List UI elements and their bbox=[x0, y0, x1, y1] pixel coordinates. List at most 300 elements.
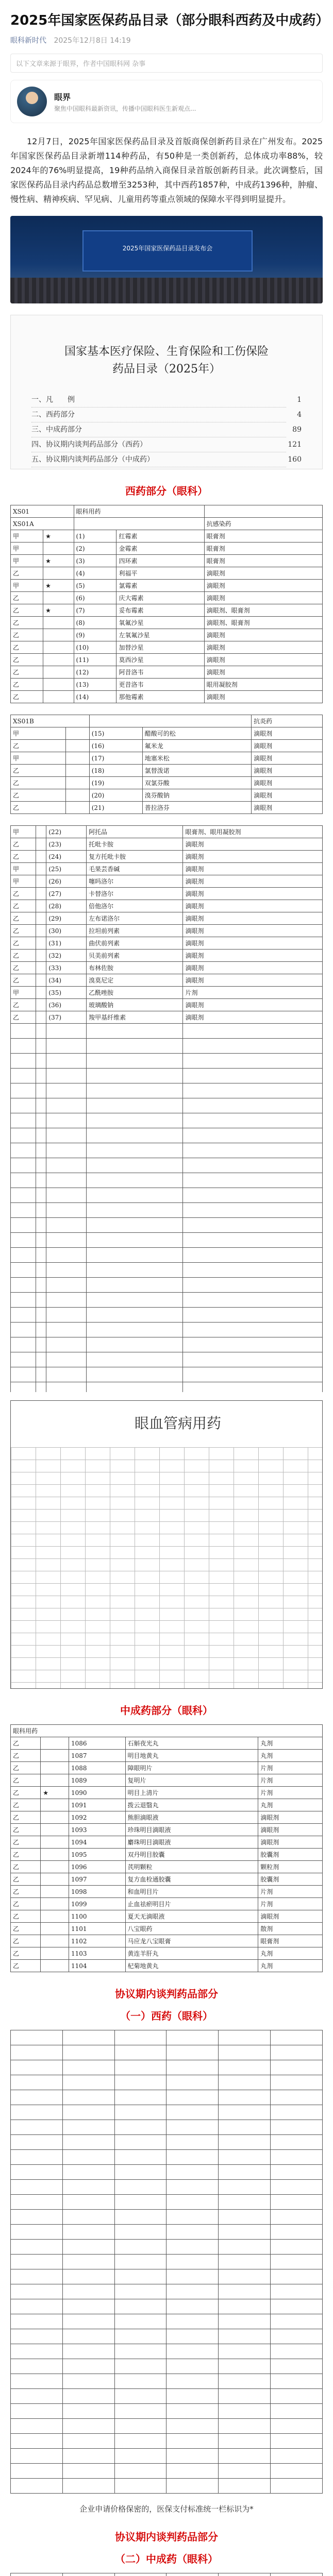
table-cell: 芪明颗粒 bbox=[125, 1861, 258, 1873]
table-row bbox=[11, 727, 323, 740]
table-cell bbox=[41, 1824, 69, 1836]
table-cell: 滴眼剂 bbox=[183, 950, 323, 962]
table-cell bbox=[65, 752, 89, 765]
table-row bbox=[11, 580, 323, 592]
table-cell: 乙 bbox=[11, 1923, 41, 1935]
table-row bbox=[11, 567, 323, 580]
table-cell: 拨云退翳丸 bbox=[125, 1799, 258, 1811]
table-cell: 1098 bbox=[69, 1886, 125, 1898]
table-cell: 乙 bbox=[11, 1787, 41, 1799]
table-cell: 乙 bbox=[11, 679, 43, 691]
table-cell: 滴眼剂 bbox=[183, 838, 323, 851]
table-cell: 庆大霉素 bbox=[116, 592, 204, 604]
table-cell: (14) bbox=[74, 691, 116, 703]
table-cell: 1094 bbox=[69, 1836, 125, 1849]
table-cell: 滴眼剂 bbox=[183, 863, 323, 875]
table-cell: (34) bbox=[46, 974, 87, 987]
table-cell: 胶囊剂 bbox=[258, 1873, 323, 1886]
table-row bbox=[11, 1248, 323, 1263]
table-cell bbox=[36, 912, 46, 925]
table-row bbox=[11, 912, 323, 925]
table-row bbox=[11, 666, 323, 679]
photo-caption: 2025年国家医保药品目录发布会 bbox=[122, 245, 213, 252]
table-cell: 1086 bbox=[69, 1737, 125, 1750]
protocol-tcm-label: 协议期内谈判药品部分 bbox=[115, 2531, 218, 2543]
table-cell: 乙 bbox=[11, 1811, 41, 1824]
table-cell: 噻吗洛尔 bbox=[87, 875, 183, 888]
table-cell: 散剂 bbox=[258, 1923, 323, 1935]
table-row bbox=[11, 974, 323, 987]
table-cell: 氯霉素 bbox=[116, 580, 204, 592]
table-cell: (37) bbox=[46, 1011, 87, 1024]
toc-label: 一、凡 例 bbox=[31, 393, 286, 408]
table-cell: 贝美前列素 bbox=[87, 950, 183, 962]
table-cell: 1102 bbox=[69, 1935, 125, 1947]
table-row bbox=[11, 2434, 323, 2449]
table-row bbox=[11, 1947, 323, 1960]
table-cell bbox=[43, 666, 74, 679]
table-cell: 阿昔洛韦 bbox=[116, 666, 204, 679]
table-cell: 乙 bbox=[11, 1898, 41, 1910]
table-cell: 丸剂 bbox=[258, 1750, 323, 1762]
table-cell: 明目上清片 bbox=[125, 1787, 258, 1799]
table-cell bbox=[43, 592, 74, 604]
table-cell: 丸剂 bbox=[258, 1737, 323, 1750]
table-cell: (28) bbox=[46, 900, 87, 912]
table-cell: (15) bbox=[89, 727, 142, 740]
table-cell: 1101 bbox=[69, 1923, 125, 1935]
table-cell bbox=[36, 875, 46, 888]
table-cell: (9) bbox=[74, 629, 116, 641]
table-row bbox=[11, 962, 323, 974]
table-cell: 乙 bbox=[11, 1750, 41, 1762]
table-row bbox=[11, 1011, 323, 1024]
table-row bbox=[11, 2210, 323, 2225]
table-cell: 1091 bbox=[69, 1799, 125, 1811]
table-row bbox=[11, 1203, 323, 1218]
table-cell: 滴眼剂 bbox=[258, 1811, 323, 1824]
table-cell: 毛果芸香碱 bbox=[87, 863, 183, 875]
table-cell: 乙 bbox=[11, 1799, 41, 1811]
table-cell: 乙 bbox=[11, 999, 36, 1011]
table-cell: 曲伏前列素 bbox=[87, 937, 183, 950]
table-cell: 滴眼剂 bbox=[258, 1836, 323, 1849]
table-cell: 1089 bbox=[69, 1774, 125, 1787]
table-cell: 乙 bbox=[11, 1873, 41, 1886]
table-cell: 乙 bbox=[11, 900, 36, 912]
table-cell: 和血明目片 bbox=[125, 1886, 258, 1898]
source-notice: 以下文章来源于眼界，作者中国眼科网 杂事 bbox=[10, 54, 323, 73]
table-row bbox=[11, 740, 323, 752]
table-row bbox=[11, 1787, 323, 1799]
table-cell: 1092 bbox=[69, 1811, 125, 1824]
table-cell: 滴眼剂 bbox=[252, 752, 323, 765]
table-cell: 双氯芬酸 bbox=[142, 777, 251, 789]
table-row bbox=[11, 1173, 323, 1188]
table-row bbox=[11, 863, 323, 875]
table-cell: 滴眼剂 bbox=[204, 641, 322, 654]
table-row bbox=[11, 777, 323, 789]
table-cell: 滴眼剂 bbox=[252, 740, 323, 752]
table-cell bbox=[41, 1947, 69, 1960]
table-cell: 滴眼剂 bbox=[183, 974, 323, 987]
table-row bbox=[11, 2075, 323, 2090]
table-cell: 地塞米松 bbox=[142, 752, 251, 765]
table-row bbox=[11, 900, 323, 912]
table-row bbox=[11, 2255, 323, 2269]
table-cell: 滴眼剂 bbox=[252, 727, 323, 740]
toc-label: 四、协议期内谈判药品部分（西药） bbox=[31, 437, 286, 452]
table-cell: 更昔洛韦 bbox=[116, 679, 204, 691]
toc-page: 121 bbox=[288, 440, 302, 449]
table-cell bbox=[41, 1762, 69, 1774]
table-cell: 乙 bbox=[11, 641, 43, 654]
table-cell bbox=[41, 1861, 69, 1873]
table-cell: 四环素 bbox=[116, 555, 204, 567]
western-section-label: 西药部分（眼科） bbox=[125, 485, 208, 497]
table-cell: 1103 bbox=[69, 1947, 125, 1960]
table-cell bbox=[65, 765, 89, 777]
table-cell: 滴眼剂 bbox=[204, 592, 322, 604]
table-cell: 黄连羊肝丸 bbox=[125, 1947, 258, 1960]
table-row bbox=[11, 2284, 323, 2299]
table-cell: 片剂 bbox=[258, 1886, 323, 1898]
table-cell: 石斛夜光丸 bbox=[125, 1737, 258, 1750]
table-cell: 滴眼剂 bbox=[183, 999, 323, 1011]
table-cell: 乙 bbox=[11, 1910, 41, 1923]
toc-row bbox=[31, 422, 302, 437]
toc-row bbox=[31, 452, 302, 467]
table-row bbox=[11, 530, 323, 543]
table-cell: ★ bbox=[41, 1787, 69, 1799]
author-card[interactable] bbox=[10, 80, 323, 123]
table-cell: 马应龙八宝眼膏 bbox=[125, 1935, 258, 1947]
table-cell: 眼膏剂、眼用凝胶剂 bbox=[183, 826, 323, 838]
table-row bbox=[11, 987, 323, 999]
table-cell bbox=[36, 900, 46, 912]
table-cell: 复方血栓通胶囊 bbox=[125, 1873, 258, 1886]
table-cell: ★ bbox=[43, 604, 74, 617]
toc-row bbox=[31, 408, 302, 422]
tcm-header: 眼科用药 bbox=[11, 1725, 323, 1737]
table-row bbox=[11, 2135, 323, 2150]
table-cell bbox=[43, 679, 74, 691]
table-cell: 麝珠明目滴眼液 bbox=[125, 1836, 258, 1849]
cardio-table-block bbox=[10, 1400, 323, 1689]
author-desc: 聚焦中国眼科最新资讯，传播中国眼科医生新观点... bbox=[54, 105, 196, 112]
table-row bbox=[11, 765, 323, 777]
table-row bbox=[11, 1218, 323, 1233]
table-cell: (17) bbox=[89, 752, 142, 765]
table-cell: 乙 bbox=[11, 1947, 41, 1960]
table-cell: 乙 bbox=[11, 604, 43, 617]
footer-note: 企业申请价格保密的，医保支付标准统一栏标识为* bbox=[79, 2504, 254, 2514]
table-cell bbox=[36, 851, 46, 863]
table-cell: 丸剂 bbox=[258, 1799, 323, 1811]
table-cell: 乙 bbox=[11, 1011, 36, 1024]
table-cell: 1096 bbox=[69, 1861, 125, 1873]
table-row bbox=[11, 1233, 323, 1248]
table-row bbox=[11, 2329, 323, 2344]
table-cell: 乙 bbox=[11, 765, 66, 777]
table-cell: (7) bbox=[74, 604, 116, 617]
table-row bbox=[11, 1098, 323, 1113]
table-cell bbox=[43, 567, 74, 580]
table-cell: 乙 bbox=[11, 777, 66, 789]
table-cell bbox=[65, 802, 89, 814]
table-cell: 拉坦前列素 bbox=[87, 925, 183, 937]
table-cell: 滴眼剂、眼膏剂 bbox=[204, 617, 322, 629]
table-cell bbox=[36, 925, 46, 937]
table-cell: 利福平 bbox=[116, 567, 204, 580]
table-row bbox=[11, 679, 323, 691]
audience bbox=[10, 278, 323, 303]
table-cell: 滴眼剂 bbox=[204, 654, 322, 666]
table-cell: 氧氟沙星 bbox=[116, 617, 204, 629]
table-cell: 乙 bbox=[11, 802, 66, 814]
table-cell: 1095 bbox=[69, 1849, 125, 1861]
table-cell bbox=[41, 1960, 69, 1972]
table-cell: 乙 bbox=[11, 617, 43, 629]
table-row bbox=[11, 1039, 323, 1054]
table-row bbox=[11, 641, 323, 654]
article-header bbox=[10, 0, 329, 123]
table-row bbox=[11, 617, 323, 629]
toc-page: 160 bbox=[288, 455, 302, 464]
table-cell: 甲 bbox=[11, 530, 43, 543]
protocol-western-table-block bbox=[10, 2030, 323, 2494]
table-row bbox=[11, 2404, 323, 2419]
table-row bbox=[11, 2374, 323, 2389]
table-cell: 滴眼剂 bbox=[183, 888, 323, 900]
table-cell: 阿托品 bbox=[87, 826, 183, 838]
table-cell: 乙 bbox=[11, 567, 43, 580]
table-cell bbox=[36, 974, 46, 987]
table-cell: 1104 bbox=[69, 1960, 125, 1972]
toc-row bbox=[31, 437, 302, 452]
table-row bbox=[11, 543, 323, 555]
table-cell: 红霉素 bbox=[116, 530, 204, 543]
table-cell: 乙酰唑胺 bbox=[87, 987, 183, 999]
table-cell: 乙 bbox=[11, 740, 66, 752]
table-cell bbox=[43, 543, 74, 555]
table-row bbox=[11, 2344, 323, 2359]
table-cell: 滴眼剂 bbox=[183, 962, 323, 974]
table-cell: 加替沙星 bbox=[116, 641, 204, 654]
table-cell bbox=[41, 1910, 69, 1923]
table-row bbox=[11, 555, 323, 567]
table-cell bbox=[41, 1849, 69, 1861]
table-cell: 滴眼剂 bbox=[204, 691, 322, 703]
avatar bbox=[17, 87, 47, 116]
table-row bbox=[11, 2449, 323, 2464]
table-row bbox=[11, 1367, 323, 1382]
table-row bbox=[11, 1910, 323, 1923]
table-row bbox=[11, 1024, 323, 1039]
table-cell: ★ bbox=[43, 580, 74, 592]
toc-page: 1 bbox=[297, 396, 302, 404]
table-cell: 乙 bbox=[11, 1774, 41, 1787]
catalog-title-line1: 国家基本医疗保险、生育保险和工伤保险 bbox=[64, 345, 269, 358]
cardio-title: 眼血管病用药 bbox=[135, 1415, 222, 1432]
table-cell: 乙 bbox=[11, 1960, 41, 1972]
table-row bbox=[11, 1293, 323, 1308]
table-cell: 八宝眼药 bbox=[125, 1923, 258, 1935]
table-row bbox=[11, 1188, 323, 1203]
table-row bbox=[11, 654, 323, 666]
subgroup-code: XS01A bbox=[11, 518, 74, 530]
table-row bbox=[11, 518, 323, 530]
toc-label: 二、西药部分 bbox=[31, 408, 286, 422]
account-name-link[interactable]: 眼科新时代 bbox=[10, 37, 46, 45]
table-cell: 乙 bbox=[11, 1737, 41, 1750]
toc-row bbox=[31, 393, 302, 408]
publish-date: 2025年12月8日 14:19 bbox=[54, 37, 131, 45]
table-cell: 1088 bbox=[69, 1762, 125, 1774]
table-cell bbox=[41, 1923, 69, 1935]
table-row bbox=[11, 1960, 323, 1972]
table-row bbox=[11, 1143, 323, 1158]
table-cell: 熊胆滴眼液 bbox=[125, 1811, 258, 1824]
table-cell: 乙 bbox=[11, 950, 36, 962]
table-cell: (13) bbox=[74, 679, 116, 691]
table-cell: 1100 bbox=[69, 1910, 125, 1923]
table-row bbox=[11, 802, 323, 814]
table-row bbox=[11, 592, 323, 604]
table-cell: 滴眼剂 bbox=[252, 765, 323, 777]
table-cell: 片剂 bbox=[258, 1787, 323, 1799]
table-cell: 左布诺洛尔 bbox=[87, 912, 183, 925]
table-cell: 乙 bbox=[11, 1861, 41, 1873]
table-row bbox=[11, 999, 323, 1011]
table-cell: 滴眼剂 bbox=[183, 912, 323, 925]
table-cell: 片剂 bbox=[258, 1774, 323, 1787]
table-cell: 乙 bbox=[11, 789, 66, 802]
table-cell: 乙 bbox=[11, 1849, 41, 1861]
table-cell: 滴眼剂 bbox=[204, 580, 322, 592]
table-cell: 障眼明片 bbox=[125, 1762, 258, 1774]
table-cell: 乙 bbox=[11, 1824, 41, 1836]
table-cell: 片剂 bbox=[183, 987, 323, 999]
table-cell: (20) bbox=[89, 789, 142, 802]
table-cell: 甲 bbox=[11, 555, 43, 567]
table-row bbox=[11, 2165, 323, 2180]
tcm-table bbox=[10, 1724, 323, 1972]
table-cell: 滴眼剂 bbox=[258, 1910, 323, 1923]
table-row bbox=[11, 2240, 323, 2255]
table-cell: 氟米龙 bbox=[142, 740, 251, 752]
table-row bbox=[11, 1923, 323, 1935]
table-row bbox=[11, 950, 323, 962]
table-row bbox=[11, 875, 323, 888]
table-cell: 甲 bbox=[11, 543, 43, 555]
table-row bbox=[11, 2030, 323, 2045]
table-row bbox=[11, 888, 323, 900]
table-row bbox=[11, 691, 323, 703]
table-cell bbox=[36, 863, 46, 875]
table-cell bbox=[41, 1774, 69, 1787]
table-cell: 乙 bbox=[11, 1836, 41, 1849]
table-cell: 丸剂 bbox=[258, 1960, 323, 1972]
table-row bbox=[11, 1323, 323, 1337]
protocol-western-label: （一）西药（眼科） bbox=[120, 2010, 213, 2022]
table-cell: (32) bbox=[46, 950, 87, 962]
table-cell: 颗粒剂 bbox=[258, 1861, 323, 1873]
table-row bbox=[11, 715, 323, 727]
table-row bbox=[11, 2105, 323, 2120]
table-cell bbox=[41, 1811, 69, 1824]
table-cell: 乙 bbox=[11, 1935, 41, 1947]
table-cell: 乙 bbox=[11, 851, 36, 863]
article-title: 2025年国家医保药品目录（部分眼科西药及中成药） bbox=[10, 13, 329, 28]
table-cell bbox=[36, 838, 46, 851]
table-row bbox=[11, 1737, 323, 1750]
table-cell: 双丹明目胶囊 bbox=[125, 1849, 258, 1861]
table-cell: 乙 bbox=[11, 974, 36, 987]
table-cell: (27) bbox=[46, 888, 87, 900]
tcm-table-block bbox=[10, 1724, 323, 1972]
table-cell: (11) bbox=[74, 654, 116, 666]
table-cell: 乙 bbox=[11, 912, 36, 925]
table-cell: (22) bbox=[46, 826, 87, 838]
table-row bbox=[11, 2464, 323, 2479]
table-cell: 滴眼剂 bbox=[183, 937, 323, 950]
table-row bbox=[11, 1054, 323, 1069]
table-row bbox=[11, 1278, 323, 1293]
table-cell: 乙 bbox=[11, 925, 36, 937]
table-row bbox=[11, 2045, 323, 2060]
table-row bbox=[11, 2479, 323, 2494]
table-cell: 乙 bbox=[11, 888, 36, 900]
table-row bbox=[11, 1799, 323, 1811]
table-cell: 羧甲基纤维素 bbox=[87, 1011, 183, 1024]
table-cell bbox=[36, 962, 46, 974]
table-row bbox=[11, 1725, 323, 1737]
table-row bbox=[11, 2419, 323, 2434]
table-cell: 滴眼剂 bbox=[252, 789, 323, 802]
table-cell: 醋酸可的松 bbox=[142, 727, 251, 740]
table-row bbox=[11, 1898, 323, 1910]
table-cell: 复明片 bbox=[125, 1774, 258, 1787]
table-cell bbox=[36, 826, 46, 838]
table-cell bbox=[36, 950, 46, 962]
western-long-table bbox=[10, 825, 323, 1392]
table-row bbox=[11, 1337, 323, 1352]
catalog-cover bbox=[10, 315, 323, 469]
table-cell: 布林佐胺 bbox=[87, 962, 183, 974]
table-cell: 1087 bbox=[69, 1750, 125, 1762]
protocol-tcm-table-block bbox=[10, 2573, 323, 2576]
table-cell bbox=[36, 888, 46, 900]
table-cell: 妥布霉素 bbox=[116, 604, 204, 617]
table-row bbox=[11, 1811, 323, 1824]
table-cell: ★ bbox=[43, 555, 74, 567]
table-cell: 眼膏剂 bbox=[258, 1935, 323, 1947]
table-row bbox=[11, 604, 323, 617]
catalog-title-line2: 药品目录（2025年） bbox=[112, 363, 221, 376]
table-cell: 1093 bbox=[69, 1824, 125, 1836]
table-cell bbox=[36, 987, 46, 999]
table-cell: 乙 bbox=[11, 937, 36, 950]
table-cell: (33) bbox=[46, 962, 87, 974]
table-row bbox=[11, 1861, 323, 1873]
table-row bbox=[11, 2195, 323, 2210]
group-code: XS01 bbox=[11, 505, 74, 518]
table-cell: 卡替洛尔 bbox=[87, 888, 183, 900]
table-cell: 片剂 bbox=[258, 1762, 323, 1774]
table-row bbox=[11, 2180, 323, 2195]
table-cell: 复方托吡卡胺 bbox=[87, 851, 183, 863]
